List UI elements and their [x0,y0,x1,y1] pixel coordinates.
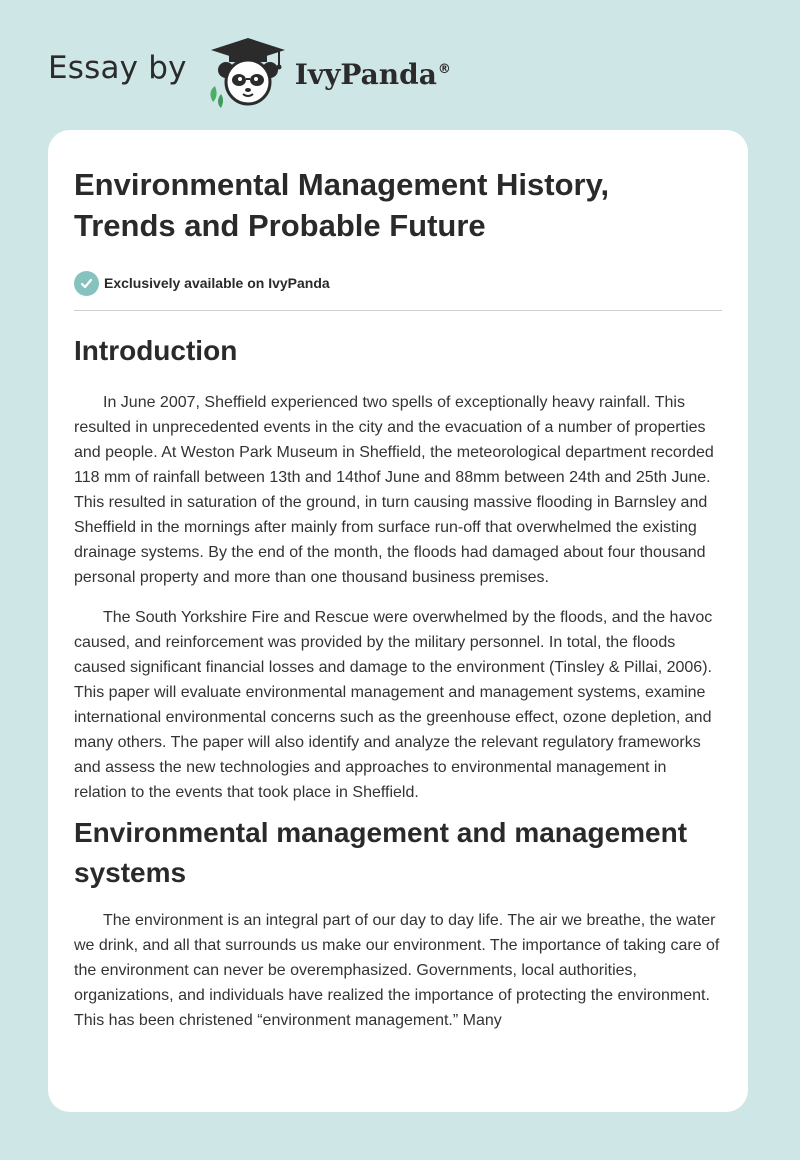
registered-mark: ® [437,62,451,78]
paragraph: The environment is an integral part of our day to day life. The air we breathe, the water we drink, and all that surrounds us make our environment. The importance of taking care of the environment can never be overemphasized. Governments, local authorities, organizations, and individuals have realized the importance of protecting the environment. This has been christened “environment management.” Many [74,912,720,1029]
paragraph: In June 2007, Sheffield experienced two spells of exceptionally heavy rainfall. This resulted in unprecedented events in the city and the evacuation of a number of properties and people. At Weston Park Museum in Sheffield, the meteorological department recorded 118 mm of rainfall between 13th and 14thof June and 88mm between 24th and 25th June. This resulted in saturation of the ground, in turn causing massive flooding in Barnsley and Sheffield in the mornings after mainly from surface run-off that overwhelmed the existing drainage systems. By the end of the month, the floods had damaged about four thousand personal property and more than one thousand business premises. [74,394,714,586]
badge-text: Exclusively available on IvyPanda [104,275,330,291]
divider [74,310,722,311]
section-heading-environmental-management: Environmental management and management systems [74,817,688,888]
panda-graduate-icon [205,36,291,108]
article-title: Environmental Management History, Trends and Probable Future [74,167,610,243]
paragraph: The South Yorkshire Fire and Rescue were overwhelmed by the floods, and the havoc caused, and reinforcement was provided by the military personnel. In total, the floods caused significant financial losses and damage to the environment (Tinsley & Pillai, 2006). This paper will evaluate environmental management and management systems, examine international environmental concerns such as the greenhouse effect, ozone depletion, and many others. The paper will also identify and analyze the relevant regulatory frameworks and assess the new technologies and approaches to environmental management in relation to the events that took place in Sheffield. [74,609,713,801]
brand-prefix: Essay by [48,50,187,86]
article-card [48,130,748,1112]
section-heading-introduction: Introduction [74,335,238,366]
brand-header [48,36,451,108]
brand-name: IvyPanda® [294,57,451,91]
exclusive-badge [74,270,722,296]
check-icon [74,271,99,296]
